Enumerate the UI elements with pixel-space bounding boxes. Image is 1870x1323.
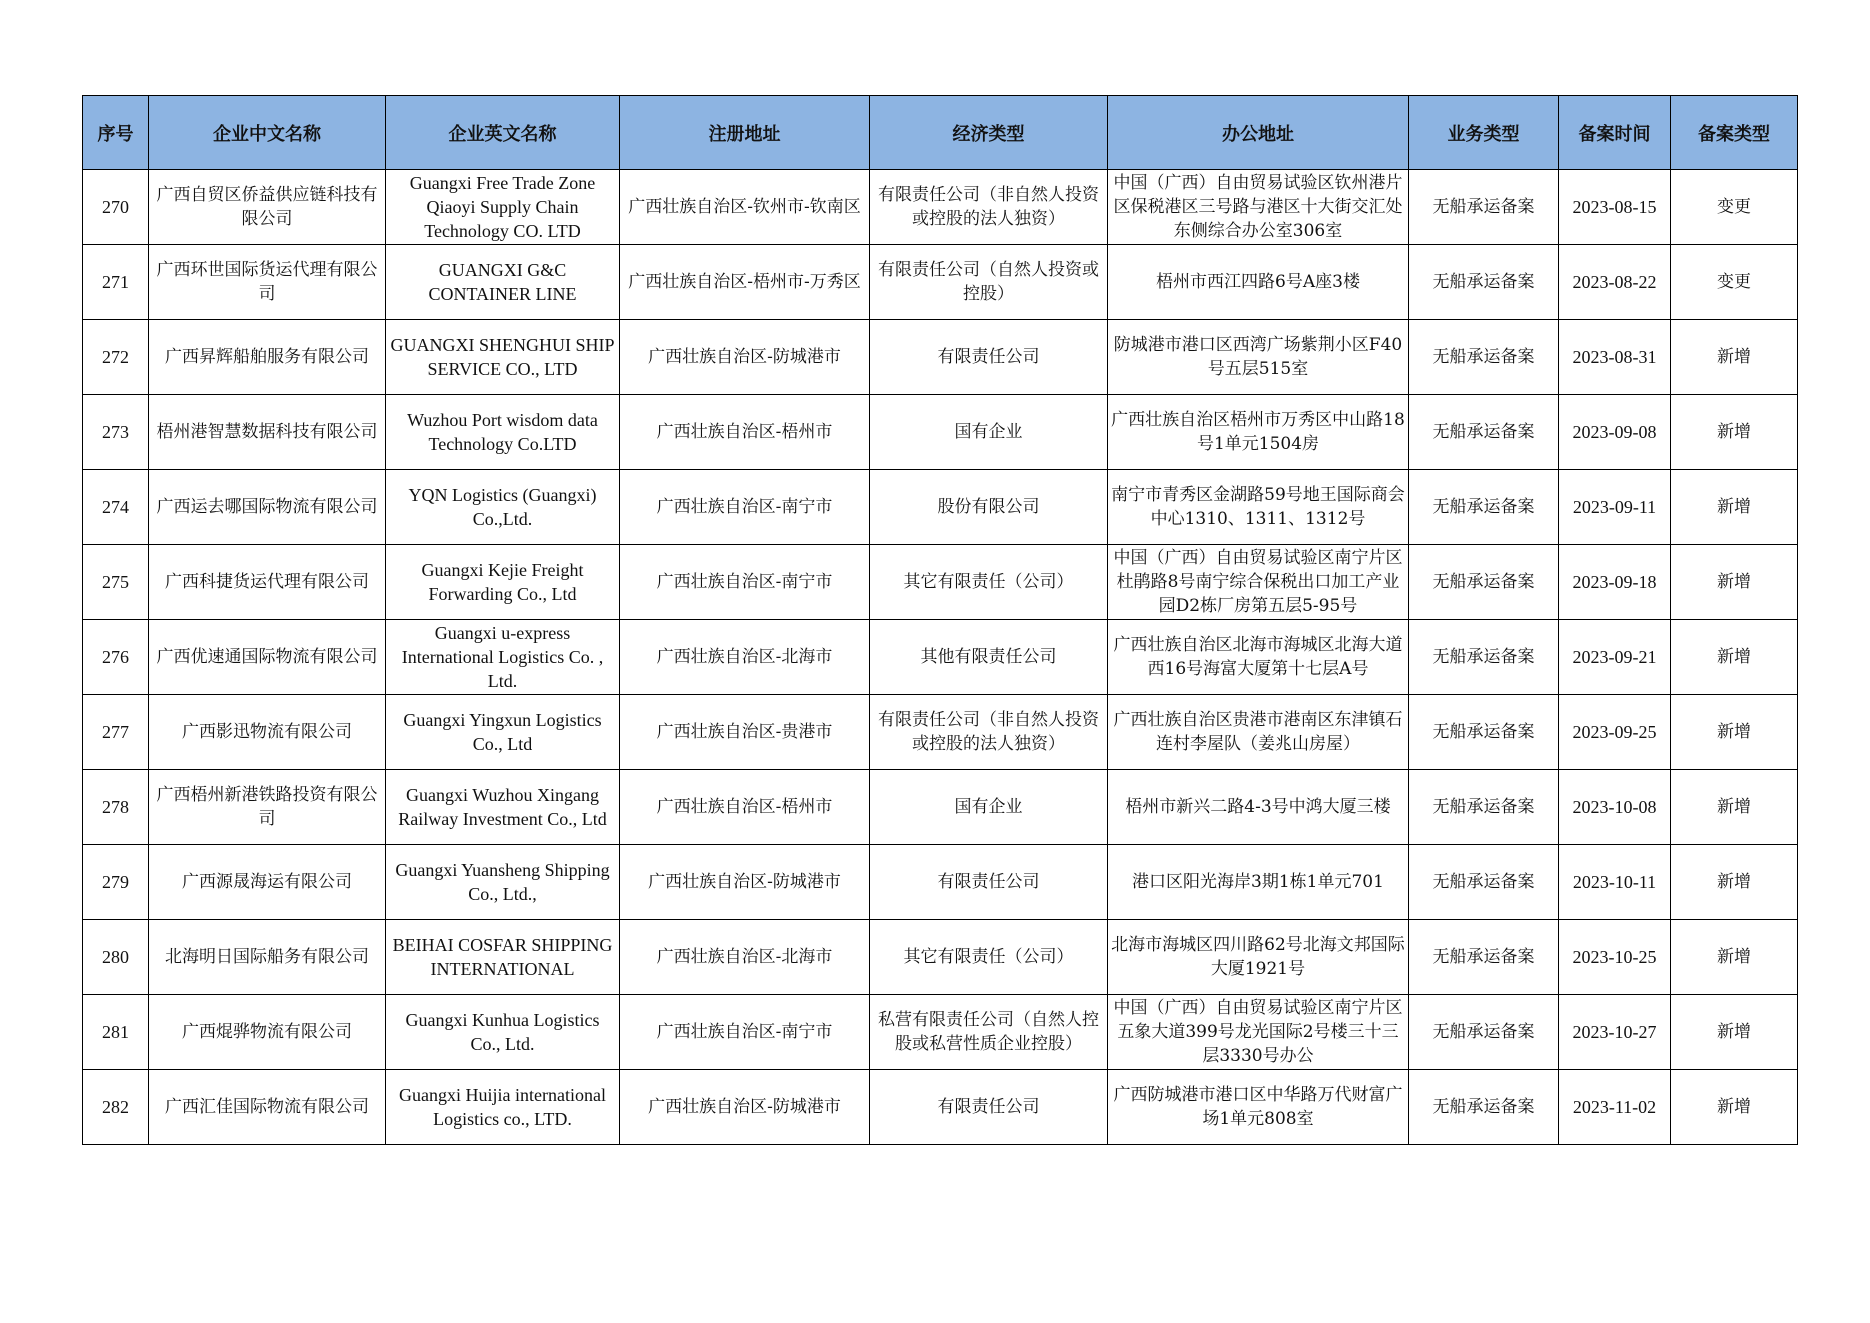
- cell-econ-type: 有限责任公司（自然人投资或控股）: [870, 245, 1108, 320]
- table-row: [83, 395, 1798, 470]
- cell-office-addr: 北海市海城区四川路62号北海文邦国际大厦1921号: [1108, 920, 1409, 995]
- cell-no: 270: [83, 170, 149, 245]
- header-filing-type: 备案类型: [1671, 96, 1798, 170]
- cell-office-addr: 广西壮族自治区梧州市万秀区中山路18号1单元1504房: [1108, 395, 1409, 470]
- cell-office-addr: 南宁市青秀区金湖路59号地王国际商会中心1310、1311、1312号: [1108, 470, 1409, 545]
- cell-cn-name: 广西梧州新港铁路投资有限公司: [149, 770, 386, 845]
- cell-reg-addr: 广西壮族自治区-南宁市: [620, 995, 870, 1070]
- table-row: [83, 1070, 1798, 1145]
- cell-en-name: Guangxi Kejie Freight Forwarding Co., Ltd: [386, 545, 620, 620]
- cell-filing-date: 2023-08-15: [1559, 170, 1671, 245]
- cell-econ-type: 私营有限责任公司（自然人控股或私营性质企业控股）: [870, 995, 1108, 1070]
- cell-office-addr: 广西壮族自治区贵港市港南区东津镇石连村李屋队（姜兆山房屋）: [1108, 695, 1409, 770]
- cell-no: 278: [83, 770, 149, 845]
- cell-office-addr: 港口区阳光海岸3期1栋1单元701: [1108, 845, 1409, 920]
- cell-no: 280: [83, 920, 149, 995]
- cell-en-name: Guangxi Free Trade Zone Qiaoyi Supply Chain Technology CO. LTD: [386, 170, 620, 245]
- cell-biz-type: 无船承运备案: [1409, 1070, 1559, 1145]
- cell-filing-type: 新增: [1671, 395, 1798, 470]
- cell-no: 271: [83, 245, 149, 320]
- table-row: [83, 170, 1798, 245]
- cell-no: 276: [83, 620, 149, 695]
- cell-filing-date: 2023-09-25: [1559, 695, 1671, 770]
- cell-econ-type: 股份有限公司: [870, 470, 1108, 545]
- cell-cn-name: 广西自贸区侨益供应链科技有限公司: [149, 170, 386, 245]
- cell-cn-name: 广西运去哪国际物流有限公司: [149, 470, 386, 545]
- cell-reg-addr: 广西壮族自治区-南宁市: [620, 545, 870, 620]
- cell-cn-name: 广西焜骅物流有限公司: [149, 995, 386, 1070]
- cell-filing-type: 变更: [1671, 245, 1798, 320]
- cell-cn-name: 广西优速通国际物流有限公司: [149, 620, 386, 695]
- cell-econ-type: 有限责任公司: [870, 320, 1108, 395]
- cell-econ-type: 其它有限责任（公司）: [870, 920, 1108, 995]
- cell-biz-type: 无船承运备案: [1409, 995, 1559, 1070]
- cell-reg-addr: 广西壮族自治区-南宁市: [620, 470, 870, 545]
- header-office-addr: 办公地址: [1108, 96, 1409, 170]
- cell-filing-type: 新增: [1671, 470, 1798, 545]
- table-row: [83, 695, 1798, 770]
- cell-en-name: GUANGXI G&C CONTAINER LINE: [386, 245, 620, 320]
- cell-filing-type: 新增: [1671, 545, 1798, 620]
- cell-cn-name: 广西环世国际货运代理有限公司: [149, 245, 386, 320]
- cell-en-name: Guangxi Huijia international Logistics co., LTD.: [386, 1070, 620, 1145]
- cell-biz-type: 无船承运备案: [1409, 845, 1559, 920]
- cell-filing-type: 新增: [1671, 1070, 1798, 1145]
- cell-econ-type: 有限责任公司（非自然人投资或控股的法人独资）: [870, 695, 1108, 770]
- cell-filing-date: 2023-09-18: [1559, 545, 1671, 620]
- cell-no: 274: [83, 470, 149, 545]
- table-row: [83, 620, 1798, 695]
- cell-cn-name: 梧州港智慧数据科技有限公司: [149, 395, 386, 470]
- cell-reg-addr: 广西壮族自治区-贵港市: [620, 695, 870, 770]
- cell-econ-type: 有限责任公司: [870, 845, 1108, 920]
- cell-filing-date: 2023-10-08: [1559, 770, 1671, 845]
- cell-office-addr: 广西防城港市港口区中华路万代财富广场1单元808室: [1108, 1070, 1409, 1145]
- cell-biz-type: 无船承运备案: [1409, 470, 1559, 545]
- header-en-name: 企业英文名称: [386, 96, 620, 170]
- cell-econ-type: 有限责任公司（非自然人投资或控股的法人独资）: [870, 170, 1108, 245]
- cell-reg-addr: 广西壮族自治区-防城港市: [620, 1070, 870, 1145]
- cell-reg-addr: 广西壮族自治区-梧州市-万秀区: [620, 245, 870, 320]
- cell-office-addr: 梧州市西江四路6号A座3楼: [1108, 245, 1409, 320]
- cell-econ-type: 其它有限责任（公司）: [870, 545, 1108, 620]
- cell-reg-addr: 广西壮族自治区-北海市: [620, 620, 870, 695]
- cell-reg-addr: 广西壮族自治区-梧州市: [620, 395, 870, 470]
- cell-econ-type: 有限责任公司: [870, 1070, 1108, 1145]
- cell-no: 281: [83, 995, 149, 1070]
- cell-filing-date: 2023-09-21: [1559, 620, 1671, 695]
- cell-filing-date: 2023-09-08: [1559, 395, 1671, 470]
- header-row: [83, 96, 1798, 170]
- header-filing-date: 备案时间: [1559, 96, 1671, 170]
- cell-filing-date: 2023-08-31: [1559, 320, 1671, 395]
- cell-filing-date: 2023-10-11: [1559, 845, 1671, 920]
- cell-no: 272: [83, 320, 149, 395]
- cell-reg-addr: 广西壮族自治区-防城港市: [620, 845, 870, 920]
- header-econ-type: 经济类型: [870, 96, 1108, 170]
- cell-office-addr: 广西壮族自治区北海市海城区北海大道西16号海富大厦第十七层A号: [1108, 620, 1409, 695]
- cell-office-addr: 中国（广西）自由贸易试验区南宁片区五象大道399号龙光国际2号楼三十三层3330号办公: [1108, 995, 1409, 1070]
- cell-biz-type: 无船承运备案: [1409, 620, 1559, 695]
- table-row: [83, 470, 1798, 545]
- cell-biz-type: 无船承运备案: [1409, 245, 1559, 320]
- cell-filing-date: 2023-10-25: [1559, 920, 1671, 995]
- cell-filing-type: 新增: [1671, 620, 1798, 695]
- cell-biz-type: 无船承运备案: [1409, 770, 1559, 845]
- header-reg-addr: 注册地址: [620, 96, 870, 170]
- cell-reg-addr: 广西壮族自治区-北海市: [620, 920, 870, 995]
- cell-biz-type: 无船承运备案: [1409, 920, 1559, 995]
- cell-en-name: Wuzhou Port wisdom data Technology Co.LTD: [386, 395, 620, 470]
- cell-en-name: Guangxi Wuzhou Xingang Railway Investment Co., Ltd: [386, 770, 620, 845]
- header-biz-type: 业务类型: [1409, 96, 1559, 170]
- cell-cn-name: 广西昇辉船舶服务有限公司: [149, 320, 386, 395]
- cell-filing-date: 2023-08-22: [1559, 245, 1671, 320]
- cell-cn-name: 广西汇佳国际物流有限公司: [149, 1070, 386, 1145]
- cell-office-addr: 防城港市港口区西湾广场紫荆小区F40号五层515室: [1108, 320, 1409, 395]
- cell-en-name: Guangxi Yuansheng Shipping Co., Ltd.,: [386, 845, 620, 920]
- cell-no: 279: [83, 845, 149, 920]
- cell-econ-type: 其他有限责任公司: [870, 620, 1108, 695]
- cell-cn-name: 广西科捷货运代理有限公司: [149, 545, 386, 620]
- cell-en-name: Guangxi u-express International Logistics Co. , Ltd.: [386, 620, 620, 695]
- cell-filing-type: 新增: [1671, 920, 1798, 995]
- cell-office-addr: 中国（广西）自由贸易试验区钦州港片区保税港区三号路与港区十大街交汇处东侧综合办公室306室: [1108, 170, 1409, 245]
- cell-filing-date: 2023-11-02: [1559, 1070, 1671, 1145]
- cell-no: 282: [83, 1070, 149, 1145]
- filing-table: [82, 95, 1798, 1145]
- header-cn-name: 企业中文名称: [149, 96, 386, 170]
- table-row: [83, 320, 1798, 395]
- cell-econ-type: 国有企业: [870, 395, 1108, 470]
- cell-office-addr: 中国（广西）自由贸易试验区南宁片区杜鹃路8号南宁综合保税出口加工产业园D2栋厂房第五层5-95号: [1108, 545, 1409, 620]
- cell-filing-type: 变更: [1671, 170, 1798, 245]
- cell-reg-addr: 广西壮族自治区-防城港市: [620, 320, 870, 395]
- cell-filing-date: 2023-10-27: [1559, 995, 1671, 1070]
- table-row: [83, 995, 1798, 1070]
- cell-filing-type: 新增: [1671, 845, 1798, 920]
- cell-filing-type: 新增: [1671, 995, 1798, 1070]
- table-row: [83, 845, 1798, 920]
- cell-cn-name: 广西影迅物流有限公司: [149, 695, 386, 770]
- cell-biz-type: 无船承运备案: [1409, 695, 1559, 770]
- cell-filing-type: 新增: [1671, 695, 1798, 770]
- cell-en-name: Guangxi Yingxun Logistics Co., Ltd: [386, 695, 620, 770]
- cell-reg-addr: 广西壮族自治区-钦州市-钦南区: [620, 170, 870, 245]
- cell-en-name: YQN Logistics (Guangxi) Co.,Ltd.: [386, 470, 620, 545]
- cell-cn-name: 广西源晟海运有限公司: [149, 845, 386, 920]
- header-no: 序号: [83, 96, 149, 170]
- cell-en-name: Guangxi Kunhua Logistics Co., Ltd.: [386, 995, 620, 1070]
- cell-biz-type: 无船承运备案: [1409, 320, 1559, 395]
- cell-filing-type: 新增: [1671, 770, 1798, 845]
- cell-biz-type: 无船承运备案: [1409, 395, 1559, 470]
- cell-filing-date: 2023-09-11: [1559, 470, 1671, 545]
- cell-en-name: BEIHAI COSFAR SHIPPING INTERNATIONAL: [386, 920, 620, 995]
- cell-no: 277: [83, 695, 149, 770]
- table-row: [83, 245, 1798, 320]
- table-row: [83, 545, 1798, 620]
- cell-office-addr: 梧州市新兴二路4-3号中鸿大厦三楼: [1108, 770, 1409, 845]
- table-row: [83, 920, 1798, 995]
- table-body: [83, 170, 1798, 1145]
- cell-reg-addr: 广西壮族自治区-梧州市: [620, 770, 870, 845]
- cell-econ-type: 国有企业: [870, 770, 1108, 845]
- cell-cn-name: 北海明日国际船务有限公司: [149, 920, 386, 995]
- cell-no: 273: [83, 395, 149, 470]
- table-row: [83, 770, 1798, 845]
- cell-no: 275: [83, 545, 149, 620]
- cell-biz-type: 无船承运备案: [1409, 545, 1559, 620]
- cell-biz-type: 无船承运备案: [1409, 170, 1559, 245]
- cell-en-name: GUANGXI SHENGHUI SHIP SERVICE CO., LTD: [386, 320, 620, 395]
- cell-filing-type: 新增: [1671, 320, 1798, 395]
